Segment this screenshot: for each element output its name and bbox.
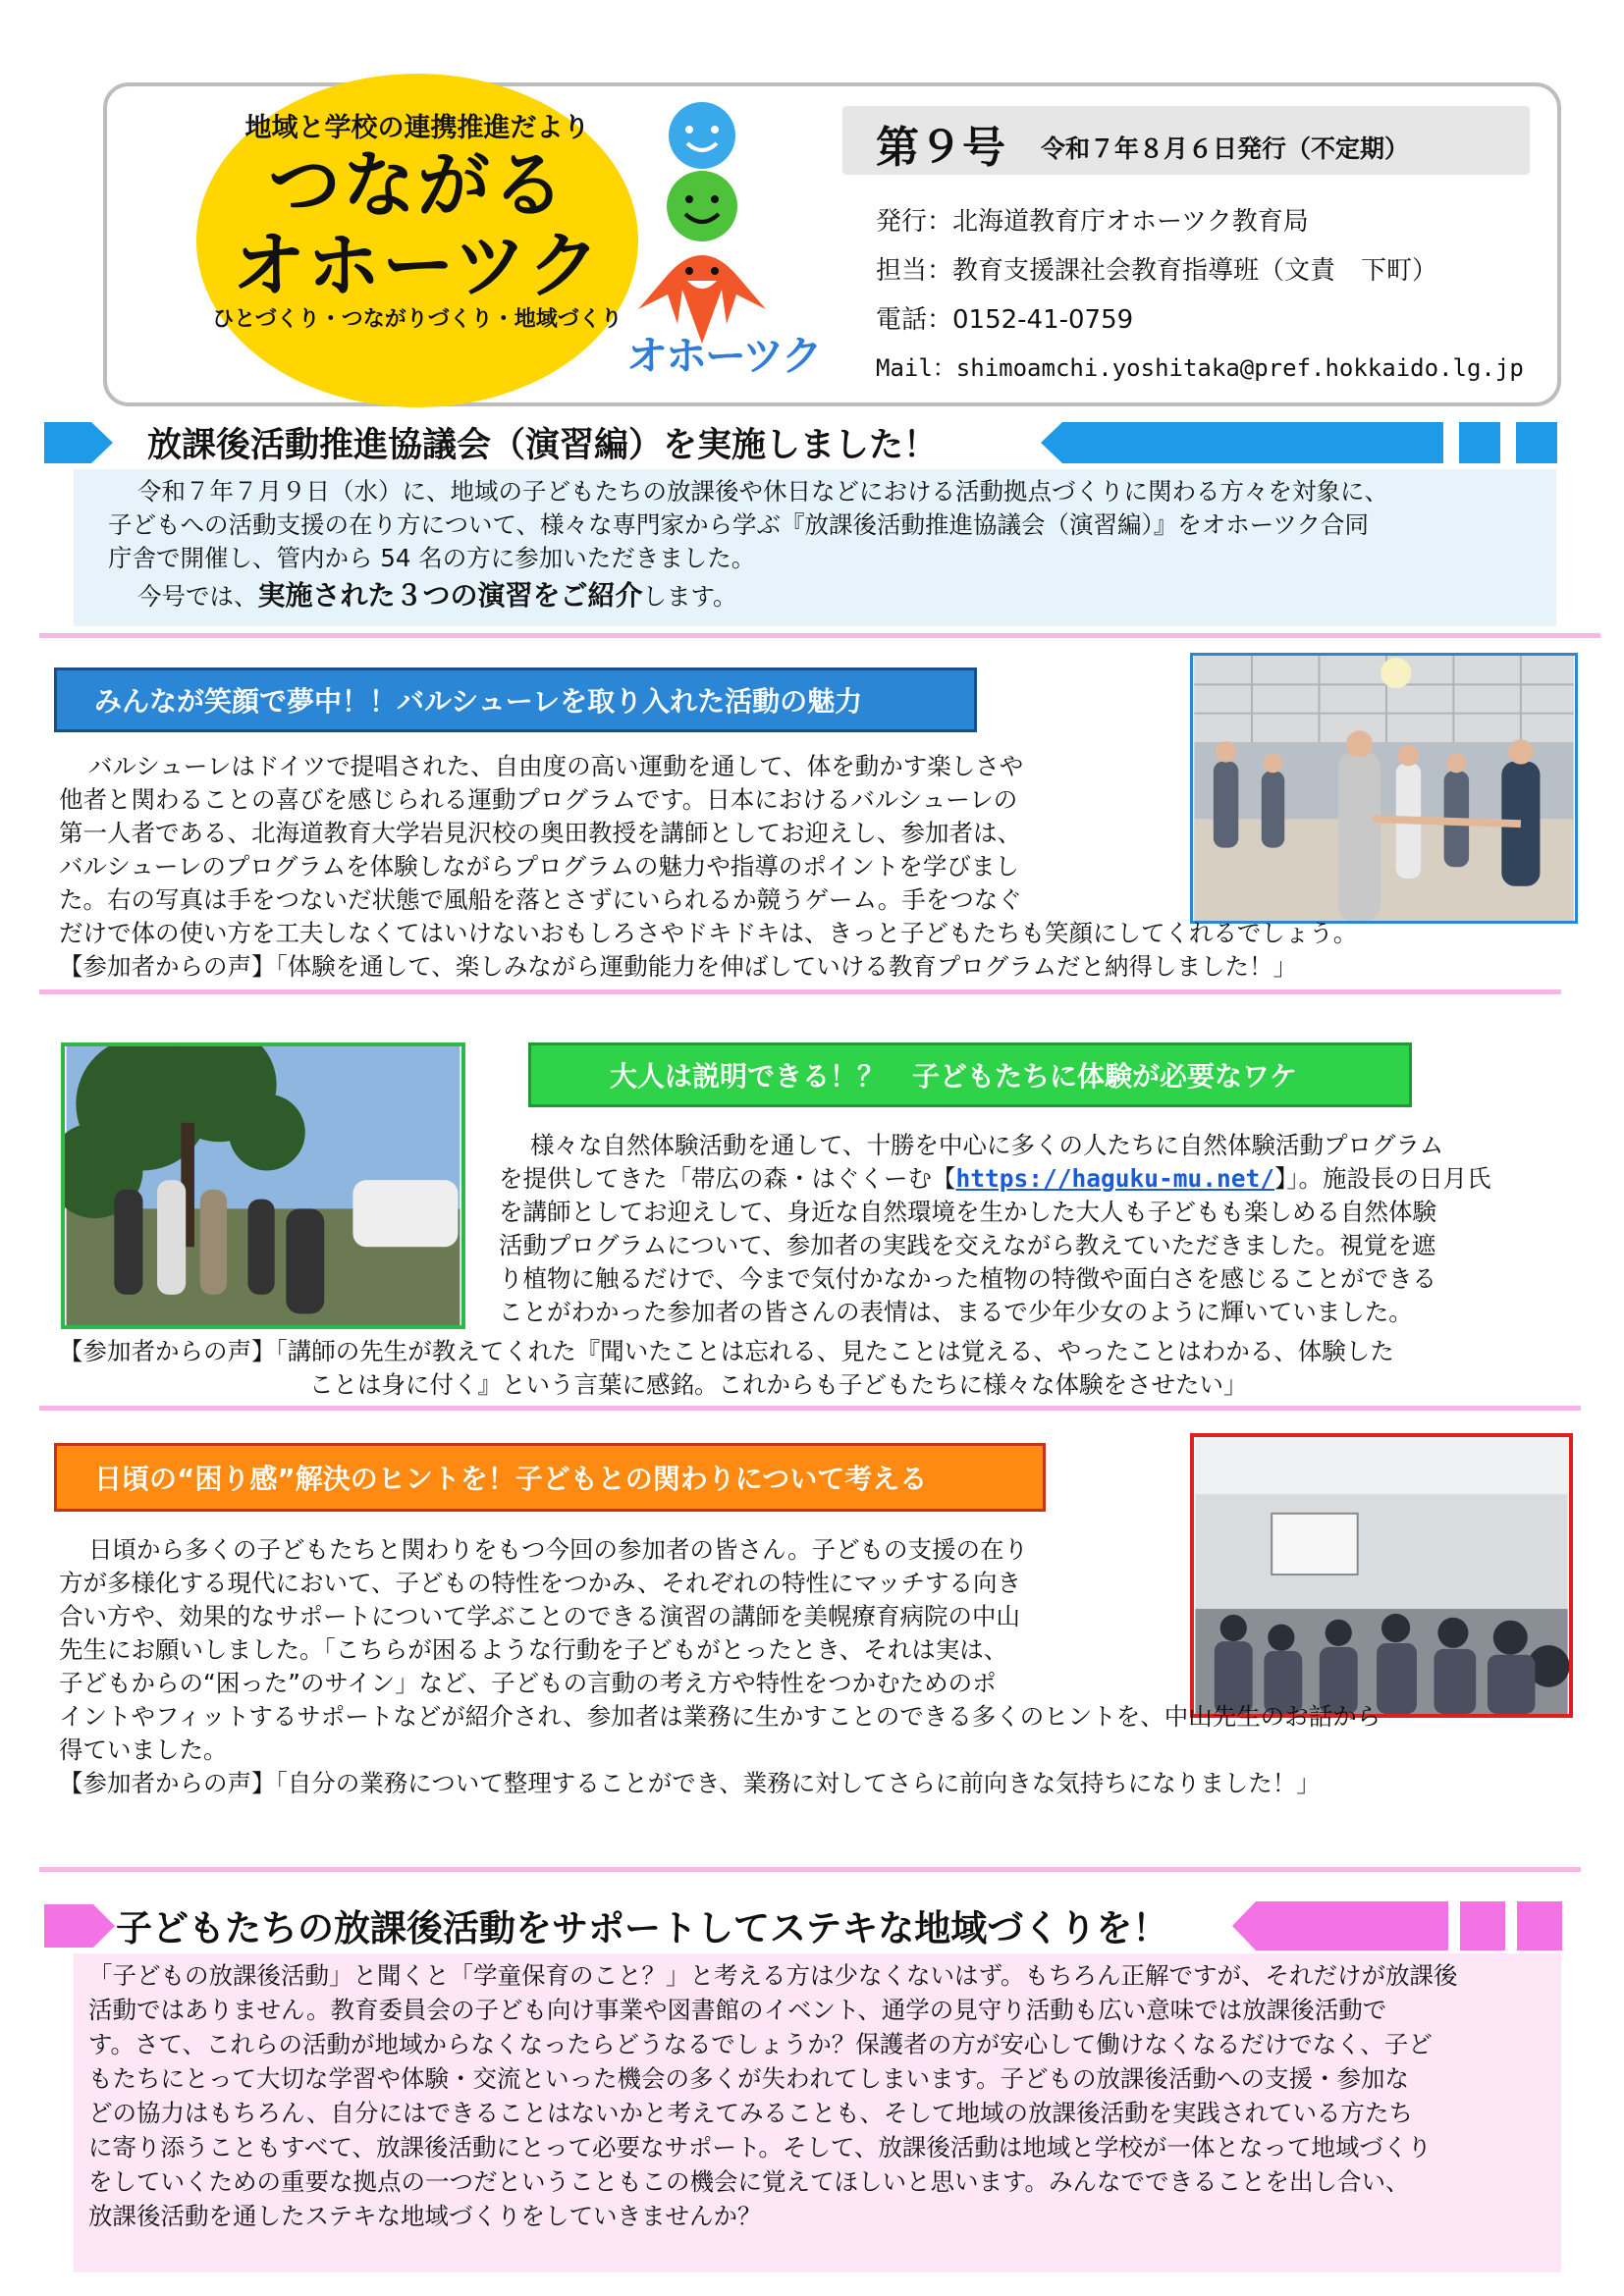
section3-line-with-link: [499, 1162, 1491, 1196]
issue-date: 令和７年８月６日発行（不定期）: [1041, 134, 1410, 163]
section3-line: り植物に触るだけで、今まで気付かなかった植物の特徴や面白さを感じることができる: [499, 1264, 1437, 1293]
mail-line[interactable]: Mail：shimoamchi.yoshitaka@pref.hokkaido.lg.jp: [876, 354, 1524, 382]
intro-highlight-emphasis: 実施された３つの演習をご紹介: [257, 579, 643, 612]
section3-voice: ことは身に付く』という言葉に感銘。これからも子どもたちに様々な体験をさせたい」: [309, 1370, 1248, 1399]
section3-link-pre: を提供してきた「帯広の森・はぐくーむ【: [499, 1164, 956, 1193]
logo-subtitle-top: 地域と学校の連携推進だより: [244, 113, 590, 143]
mascot-wordmark: オホーツク: [626, 332, 821, 380]
section1-title: 放課後活動推進協議会（演習編）を実施しました！: [147, 426, 939, 465]
banner-arrow-right: [1232, 1901, 1571, 1950]
section4-line: 合い方や、効果的なサポートについて学ぶことのできる演習の講師を美幌療育病院の中山: [59, 1602, 1021, 1630]
haguku-mu-link[interactable]: https://haguku-mu.net/: [955, 1164, 1275, 1193]
phone-line: 電話：0152-41-0759: [876, 305, 1134, 335]
section2-line: 他者と関わることの喜びを感じられる運動プログラムです。日本におけるバルシューレの: [59, 785, 1018, 814]
section3-link-post: 】」。施設長の日月氏: [1274, 1164, 1491, 1193]
intro-line: 子どもへの活動支援の在り方について、様々な専門家から学ぶ『放課後活動推進協議会（演習編）』をオホーツク合同: [108, 510, 1370, 539]
banner-arrow-right: [1041, 422, 1571, 463]
contact-person-line: 担当：教育支援課社会教育指導班（文責 下町）: [876, 256, 1438, 286]
section4-line: 得ていました。: [59, 1735, 228, 1764]
section4-line: 方が多様化する現代において、子どもの特性をつかみ、それぞれの特性にマッチする向き: [59, 1569, 1021, 1597]
section5-line: もたちにとって大切な学習や体験・交流といった機会の多くが失われてしまいます。子どもの放課後活動への支援・参加な: [88, 2064, 1410, 2093]
section2-voice: 【参加者からの声】「体験を通して、楽しみながら運動能力を伸ばしていける教育プログラムだと納得しました！」: [59, 952, 1298, 981]
section2-line: だけで体の使い方を工夫しなくてはいけないおもしろさやドキドキは、きっと子どもたちも笑顔にしてくれるでしょう。: [59, 919, 1358, 947]
section2-title: みんなが笑顔で夢中！！バルシューレを取り入れた活動の魅力: [54, 667, 977, 732]
balloon-game-photo: [1190, 653, 1578, 924]
intro-highlight-post: します。: [642, 582, 737, 611]
section3-voice: 【参加者からの声】「講師の先生が教えてくれた『聞いたことは忘れる、見たことは覚える、やったことはわかる、体験した: [59, 1337, 1394, 1365]
section5-line: どの協力はもちろん、自分にはできることはないかと考えてみることも、そして地域の放課後活動を実践されている方たち: [88, 2099, 1413, 2127]
section4-line: イントやフィットするサポートなどが紹介され、参加者は業務に生かすことのできる多くのヒントを、中山先生のお話から: [59, 1702, 1381, 1731]
section3-line: 様々な自然体験活動を通して、十勝を中心に多くの人たちに自然体験活動プログラム: [530, 1131, 1444, 1159]
section3-title: 大人は説明できる！？ 子どもたちに体験が必要なワケ: [528, 1042, 1412, 1107]
section4-line: 先生にお願いしました。「こちらが困るような行動を子どもがとったとき、それは実は、: [59, 1635, 1008, 1664]
section5-line: す。さて、これらの活動が地域からなくなったらどうなるでしょうか？保護者の方が安心して働けなくなるだけでなく、子ど: [88, 2030, 1433, 2058]
section2-line: 第一人者である、北海道教育大学岩見沢校の奥田教授を講師としてお迎えし、参加者は、: [59, 819, 1021, 847]
intro-line: 庁舎で開催し、管内から 54 名の方に参加いただきました。: [108, 544, 756, 572]
logo-title-line1: つながる: [268, 143, 567, 228]
section4-line: 日頃から多くの子どもたちと関わりをもつ今回の参加者の皆さん。子どもの支援の在り: [88, 1535, 1028, 1564]
section2-line: バルシューレのプログラムを体験しながらプログラムの魅力や指導のポイントを学びまし: [59, 852, 1019, 881]
section5-line: 放課後活動を通したステキな地域づくりをしていきませんか？: [88, 2202, 762, 2230]
divider: [39, 1406, 1581, 1411]
intro-highlight-line: [137, 579, 737, 614]
lecture-photo: [1190, 1433, 1573, 1718]
section5-title: 子どもたちの放課後活動をサポートしてステキな地域づくりを！: [116, 1907, 1169, 1949]
divider: [39, 989, 1561, 994]
section3-line: ことがわかった参加者の皆さんの表情は、まるで少年少女のように輝いていました。: [499, 1298, 1413, 1326]
issue-number: 第９号: [876, 123, 1005, 173]
divider: [39, 633, 1600, 638]
section4-line: 子どもからの“困った”のサイン」など、子どもの言動の考え方や特性をつかむためのポ: [59, 1669, 997, 1697]
logo-subtitle-bottom: ひとづくり・つながりづくり・地域づくり: [212, 307, 623, 332]
section5-line: 活動ではありません。教育委員会の子ども向け事業や図書館のイベント、通学の見守り活動も広い意味では放課後活動で: [88, 1996, 1387, 2024]
logo-title-line2: オホーツク: [232, 224, 603, 308]
section2-line: た。右の写真は手をつないだ状態で風船を落とさずにいられるか競うゲーム。手をつなぐ: [59, 885, 1022, 914]
banner-arrow-left: [44, 1904, 115, 1948]
section4-title: 日頃の“困り感”解決のヒントを！子どもとの関わりについて考える: [54, 1443, 1046, 1512]
divider: [39, 1867, 1581, 1872]
nature-activity-photo: [61, 1042, 465, 1329]
banner-arrow-left: [44, 422, 113, 463]
section3-line: を講師としてお迎えして、身近な自然環境を生かした大人も子どもも楽しめる自然体験: [499, 1198, 1437, 1226]
intro-line: 令和７年７月９日（水）に、地域の子どもたちの放課後や休日などにおける活動拠点づくりに関わる方々を対象に、: [137, 477, 1388, 506]
section2-line: バルシューレはドイツで提唱された、自由度の高い運動を通して、体を動かす楽しさや: [88, 752, 1024, 780]
publisher-line: 発行：北海道教育庁オホーツク教育局: [876, 207, 1309, 237]
section5-line: に寄り添うこともすべて、放課後活動にとって必要なサポート。そして、放課後活動は地域と学校が一体となって地域づくり: [88, 2133, 1432, 2162]
section4-voice: 【参加者からの声】「自分の業務について整理することができ、業務に対してさらに前向きな気持ちになりました！」: [59, 1769, 1321, 1797]
intro-highlight-pre: 今号では、: [137, 582, 258, 611]
section5-line: 「子どもの放課後活動」と聞くと「学童保育のこと？」と考える方は少なくないはず。もちろん正解ですが、それだけが放課後: [88, 1961, 1458, 1990]
section3-line: 活動プログラムについて、参加者の実践を交えながら教えていただきました。視覚を遮: [499, 1231, 1436, 1259]
section5-line: をしていくための重要な拠点の一つだということもこの機会に覚えてほしいと思います。みんなでできることを出し合い、: [88, 2167, 1410, 2196]
